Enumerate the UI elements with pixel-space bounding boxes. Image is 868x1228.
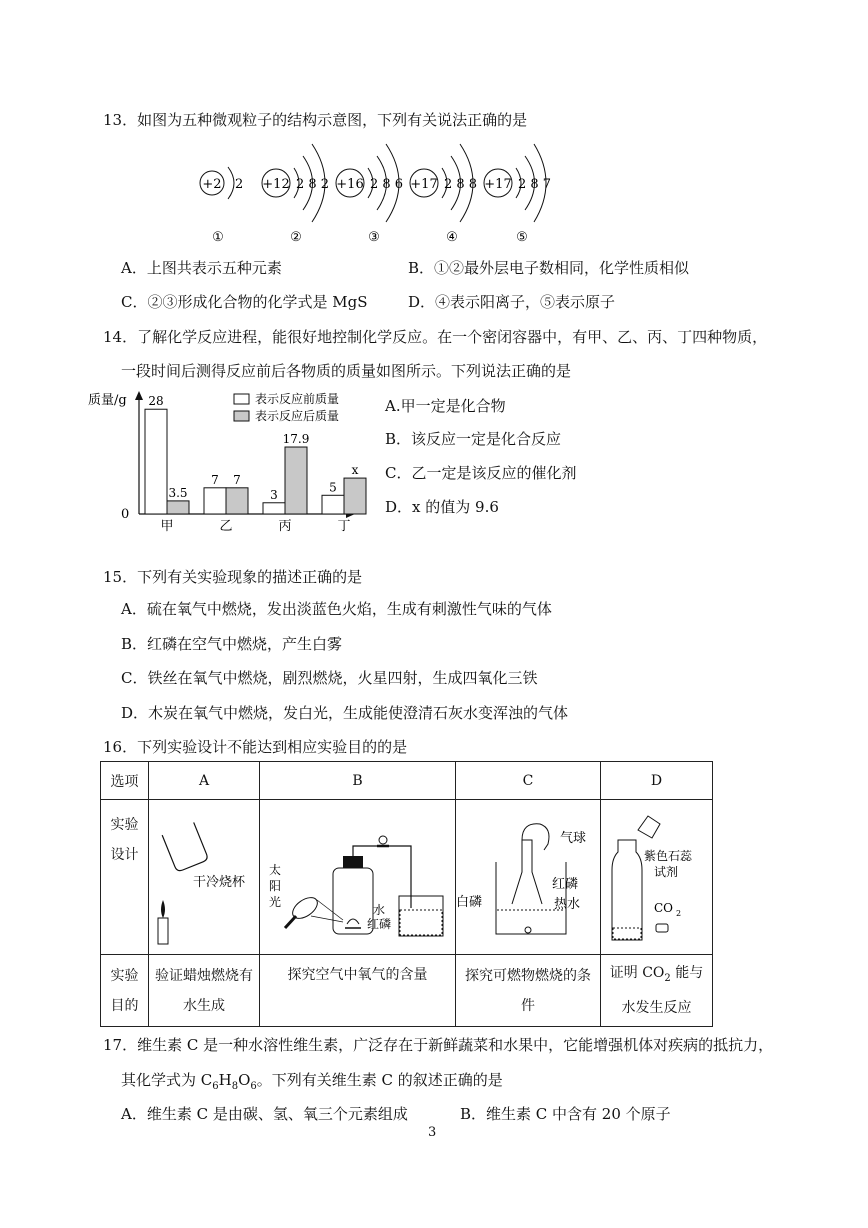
q16-purpose-d (601, 955, 713, 1027)
q16-design-b (260, 800, 456, 955)
q14-option-a: A.甲一定是化合物 (385, 397, 506, 415)
q14-option-d: D．x 的值为 9.6 (385, 498, 499, 516)
q16-purpose-row (101, 955, 713, 1027)
q16-header-option: 选项 (101, 762, 149, 800)
candle-flame-icon (161, 900, 165, 918)
q16-header-row (101, 762, 713, 800)
q17-sub-o: 6 (250, 1081, 257, 1092)
bar-label-after-3: 17.9 (282, 432, 310, 447)
q16-design-c (456, 800, 601, 955)
bar-after-3 (285, 447, 307, 514)
atom-diagram-5 (484, 144, 551, 245)
q17-stem-line1: 17．维生素 C 是一种水溶性维生素，广泛存在于新鲜蔬菜和水果中，它能增强机体对疾病的抵抗力， (103, 1036, 774, 1054)
q15-stem: 15．下列有关实验现象的描述正确的是 (103, 568, 363, 586)
clamp-icon (379, 836, 387, 844)
legend-swatch-after (234, 411, 249, 421)
shells-2: 2 8 2 (296, 177, 330, 192)
category-label-1: 甲 (160, 519, 174, 534)
balloon-icon (522, 824, 549, 850)
q17-text-b: 。下列有关维生素 C 的叙述正确的是 (256, 1071, 503, 1089)
label-d-co2: CO (653, 901, 673, 915)
q17-sub-c: 6 (212, 1081, 219, 1092)
y-tube-icon (512, 840, 542, 904)
label-c-balloon: 气球 (560, 831, 587, 846)
q14-option-c: C．乙一定是该反应的催化剂 (385, 464, 577, 482)
bar-label-after-2: 7 (233, 472, 241, 487)
label-b-water: 水 (372, 903, 385, 917)
atom-diagram-2 (262, 144, 329, 245)
design-label-line2: 设计 (110, 847, 139, 863)
label-d-litmus-2: 试剂 (653, 865, 678, 879)
bar-before-1 (145, 409, 167, 514)
q16-header-c: C (456, 762, 601, 800)
q16-table (100, 761, 713, 1027)
q15-option-c: C．铁丝在氧气中燃烧，剧烈燃烧，火星四射，生成四氧化三铁 (121, 669, 538, 687)
q17-option-a: A．维生素 C 是由碳、氢、氧三个元素组成 (121, 1105, 408, 1123)
category-label-3: 丙 (278, 519, 292, 534)
q16-design-row (101, 800, 713, 955)
label-3: ③ (368, 230, 380, 245)
q16-design-d (601, 800, 713, 955)
bar-label-before-3: 3 (270, 487, 278, 502)
q17-sub-h: 8 (231, 1081, 239, 1092)
q13-option-b: B．①②最外层电子数相同，化学性质相似 (408, 259, 690, 277)
nucleus-1: +2 (202, 177, 222, 192)
purpose-c-line2: 件 (521, 997, 535, 1014)
chart-ylabel: 质量/g (88, 393, 127, 408)
experiment-c-diagram (456, 800, 600, 950)
plastic-bottle-icon (612, 840, 642, 940)
q16-design-label (101, 800, 149, 955)
q16-header-a: A (149, 762, 260, 800)
q16-design-a (149, 800, 260, 955)
purpose-a-line1: 验证蜡烛燃烧有 (155, 967, 253, 984)
purpose-d-subscript: 2 (664, 972, 671, 984)
bar-label-before-1: 28 (148, 394, 164, 409)
purpose-label-line2: 目的 (110, 997, 139, 1014)
label-c-red-phosphorus: 红磷 (552, 877, 579, 892)
bar-before-3 (263, 503, 285, 514)
nucleus-3: +16 (336, 177, 364, 192)
q14-bar-chart (88, 388, 368, 538)
shells-4: 2 8 8 (444, 177, 478, 192)
label-2: ② (290, 230, 302, 245)
label-sun-1: 太 (268, 863, 281, 877)
q17-stem-line2 (121, 1069, 503, 1092)
label-d-co2-subscript: 2 (675, 909, 681, 918)
q15-option-d: D．木炭在氧气中燃烧，发白光，生成能使澄清石灰水变浑浊的气体 (121, 704, 569, 722)
q14-option-b: B．该反应一定是化合反应 (385, 430, 562, 448)
experiment-a-diagram (149, 800, 259, 950)
legend-swatch-before (234, 394, 249, 404)
magnifier-handle-icon (285, 916, 296, 928)
design-label-line1: 实验 (110, 817, 139, 833)
nucleus-4: +17 (410, 177, 438, 192)
label-c-white-phosphorus: 白磷 (456, 895, 483, 910)
bar-before-4 (322, 495, 344, 514)
label-d-litmus-1: 紫色石蕊 (643, 849, 692, 863)
chart-y-arrow (135, 391, 143, 400)
q13-stem: 13．如图为五种微观粒子的结构示意图，下列有关说法正确的是 (103, 111, 528, 129)
q16-purpose-c (456, 955, 601, 1027)
stopper-icon (343, 856, 363, 868)
atom-diagram-1 (200, 167, 243, 245)
label-sun-2: 阳 (268, 879, 281, 893)
q14-stem-line1: 14．了解化学反应进程，能很好地控制化学反应。在一个密闭容器中，有甲、乙、丙、丁四种物质， (103, 328, 768, 346)
label-4: ④ (446, 230, 458, 245)
legend-label-before: 表示反应前质量 (255, 392, 340, 406)
q17-text-a: 其化学式为 C (121, 1071, 213, 1089)
q16-purpose-b (260, 955, 456, 1027)
purpose-d-text-a: 证明 CO (609, 964, 665, 981)
candle-icon (158, 918, 168, 944)
bar-after-2 (226, 488, 248, 514)
label-sun-3: 光 (268, 895, 281, 909)
category-label-2: 乙 (219, 519, 233, 534)
q17-h: H (218, 1071, 232, 1089)
label-c-hot-water: 热水 (554, 897, 581, 912)
dropper-beaker-icon (638, 816, 660, 838)
q16-stem: 16．下列实验设计不能达到相应实验目的的是 (103, 738, 408, 756)
q15-option-b: B．红磷在空气中燃烧，产生白雾 (121, 635, 343, 653)
bar-after-1 (167, 501, 189, 514)
legend-label-after: 表示反应后质量 (255, 409, 340, 423)
q13-atom-diagrams (190, 132, 560, 250)
atom-diagram-3 (336, 144, 403, 245)
page-number: 3 (428, 1125, 437, 1140)
q13-option-c: C．②③形成化合物的化学式是 MgS (121, 293, 368, 311)
bottle-cap-icon (656, 924, 668, 932)
chart-origin-label: 0 (121, 507, 130, 522)
purpose-c-line1: 探究可燃物燃烧的条 (465, 967, 591, 984)
q16-header-b: B (260, 762, 456, 800)
purpose-d-text-b: 能与 (670, 964, 704, 981)
purpose-b-line1: 探究空气中氧气的含量 (287, 967, 428, 983)
q14-stem-line2: 一段时间后测得反应前后各物质的质量如图所示。下列说法正确的是 (121, 362, 572, 380)
purpose-d-line1 (601, 958, 712, 994)
atom-diagram-4 (410, 144, 477, 245)
q15-option-a: A．硫在氧气中燃烧，发出淡蓝色火焰，生成有刺激性气味的气体 (121, 600, 552, 618)
label-b-red-phosphorus: 红磷 (366, 917, 391, 931)
shells-5: 2 8 7 (518, 177, 552, 192)
q16-purpose-a (149, 955, 260, 1027)
category-label-4: 丁 (337, 519, 351, 534)
q13-option-d: D．④表示阳离子，⑤表示原子 (408, 293, 616, 311)
bar-after-4 (344, 478, 366, 514)
label-dry-cold-beaker: 干冷烧杯 (193, 875, 246, 890)
nucleus-5: +17 (484, 177, 512, 192)
bar-label-before-4: 5 (329, 480, 337, 495)
q17-o: O (238, 1071, 251, 1089)
bar-label-before-2: 7 (211, 472, 219, 487)
shells-3: 2 8 6 (370, 177, 404, 192)
q16-purpose-label (101, 955, 149, 1027)
experiment-b-diagram (261, 800, 455, 950)
q17-option-b: B．维生素 C 中含有 20 个原子 (460, 1105, 671, 1123)
purpose-a-line2: 水生成 (183, 997, 225, 1014)
purpose-label-line1: 实验 (110, 967, 139, 984)
bar-label-after-4: x (351, 463, 359, 478)
experiment-d-diagram (602, 800, 712, 950)
bar-before-2 (204, 488, 226, 514)
label-5: ⑤ (516, 230, 528, 245)
shells-1: 2 (235, 177, 244, 192)
q13-option-a: A．上图共表示五种元素 (121, 259, 282, 277)
purpose-d-line2: 水发生反应 (621, 1000, 692, 1017)
bar-label-after-1: 3.5 (168, 485, 188, 500)
beaker-icon (399, 896, 443, 936)
q16-header-d: D (601, 762, 713, 800)
label-1: ① (212, 230, 224, 245)
nucleus-2: +12 (262, 177, 290, 192)
